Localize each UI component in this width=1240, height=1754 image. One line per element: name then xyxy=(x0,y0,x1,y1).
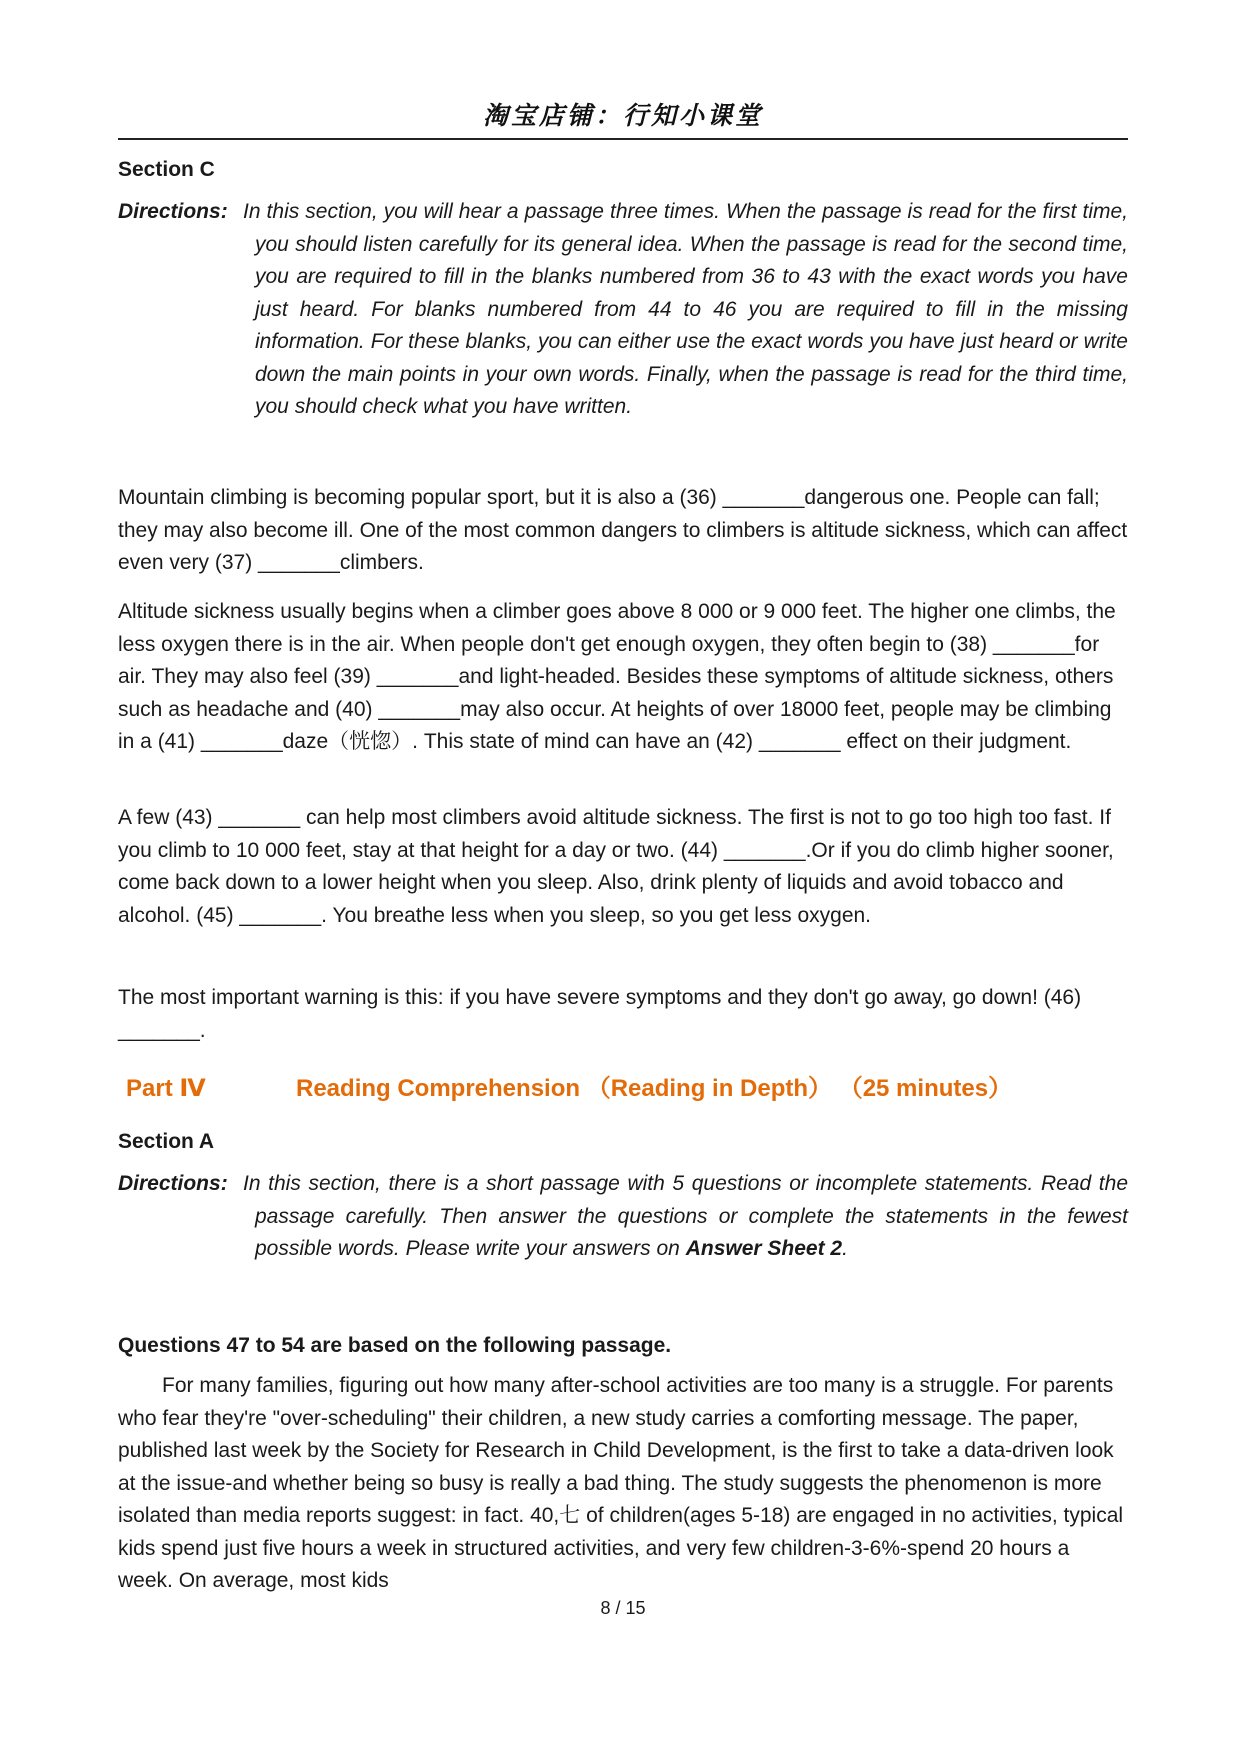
directions-text-end: . xyxy=(842,1237,848,1260)
passage-c-paragraph-2: Altitude sickness usually begins when a climber goes above 8 000 or 9 000 feet. The higher one climbs, the less oxygen there is in the air. When people don't get enough oxygen, they often begin to (38) _______for air. They may also feel (39) _______and light-headed. Besides these symptoms of altitude sickness, others such as headache and (40) _______may also occur. At heights of over 18000 feet, people may be climbing in a (41) _______daze（恍惚）. This state of mind can have an (42) _______ effect on their judgment. xyxy=(118,600,1116,753)
passage-c-paragraph-1: Mountain climbing is becoming popular sport, but it is also a (36) _______dangerous one. People can fall; they may also become ill. One of the most common dangers to climbers is altitude sickness, which can affect even very (37) _______climbers. xyxy=(118,486,1128,574)
section-c-heading: Section C xyxy=(118,158,215,181)
passage-c-paragraph-3: A few (43) _______ can help most climbers avoid altitude sickness. The first is not to go too high too fast. If you climb to 10 000 feet, stay at that height for a day or two. (44) _______.Or if you do climb higher sooner, come back down to a lower height when you sleep. Also, drink plenty of liquids and avoid tobacco and alcohol. (45) _______. You breathe less when you sleep, so you get less oxygen. xyxy=(118,806,1114,927)
passage-c-paragraph-4: The most important warning is this: if you have severe symptoms and they don't go away, go down! (46) _______. xyxy=(118,986,1082,1042)
directions-label: Directions: xyxy=(118,200,228,223)
section-c-directions xyxy=(118,196,1128,424)
page-number: 8 / 15 xyxy=(600,1598,646,1618)
header-divider xyxy=(118,138,1128,140)
part-title: Reading Comprehension （Reading in Depth） （25 minutes） xyxy=(296,1075,1013,1102)
part-iv-heading xyxy=(126,1068,1012,1103)
directions-text: In this section, you will hear a passage three times. When the passage is read for the first time, you should listen carefully for its general idea. When the passage is read for the second time, you are required to fill in the blanks numbered from 36 to 43 with the exact words you have just heard. For blanks numbered from 44 to 46 you are required to fill in the missing information. For these blanks, you can either use the exact words you have just heard or write down the main points in your own words. Finally, when the passage is read for the third time, you should check what you have written. xyxy=(243,200,1128,418)
header-title: 淘宝店铺：行知小课堂 xyxy=(482,101,763,130)
directions-text xyxy=(243,1168,1128,1266)
directions-text-part: In this section, there is a short passage with 5 questions or incomplete statements. Read the passage carefully. Then answer the questions or complete the statements in the fewest possible words. Please write your answers on xyxy=(243,1172,1128,1260)
section-a-directions xyxy=(118,1168,1128,1266)
answer-sheet-ref: Answer Sheet 2 xyxy=(685,1237,843,1260)
section-a-heading: Section A xyxy=(118,1130,215,1153)
passage-a-paragraph-1: For many families, figuring out how many after-school activities are too many is a struggle. For parents who fear they're "over-scheduling" their children, a new study carries a comforting message. The paper, published last week by the Society for Research in Child Development, is the first to take a data-driven look at the issue-and whether being so busy is really a bad thing. The study suggests the phenomenon is more isolated than media reports suggest: in fact. 40,七 of children(ages 5-18) are engaged in no activities, typical kids spend just five hours a week in structured activities, and very few children-3-6%-spend 20 hours a week. On average, most kids xyxy=(118,1374,1124,1592)
directions-label: Directions: xyxy=(118,1172,228,1195)
questions-heading: Questions 47 to 54 are based on the following passage. xyxy=(118,1334,672,1357)
part-label: Part Ⅳ xyxy=(126,1075,206,1102)
